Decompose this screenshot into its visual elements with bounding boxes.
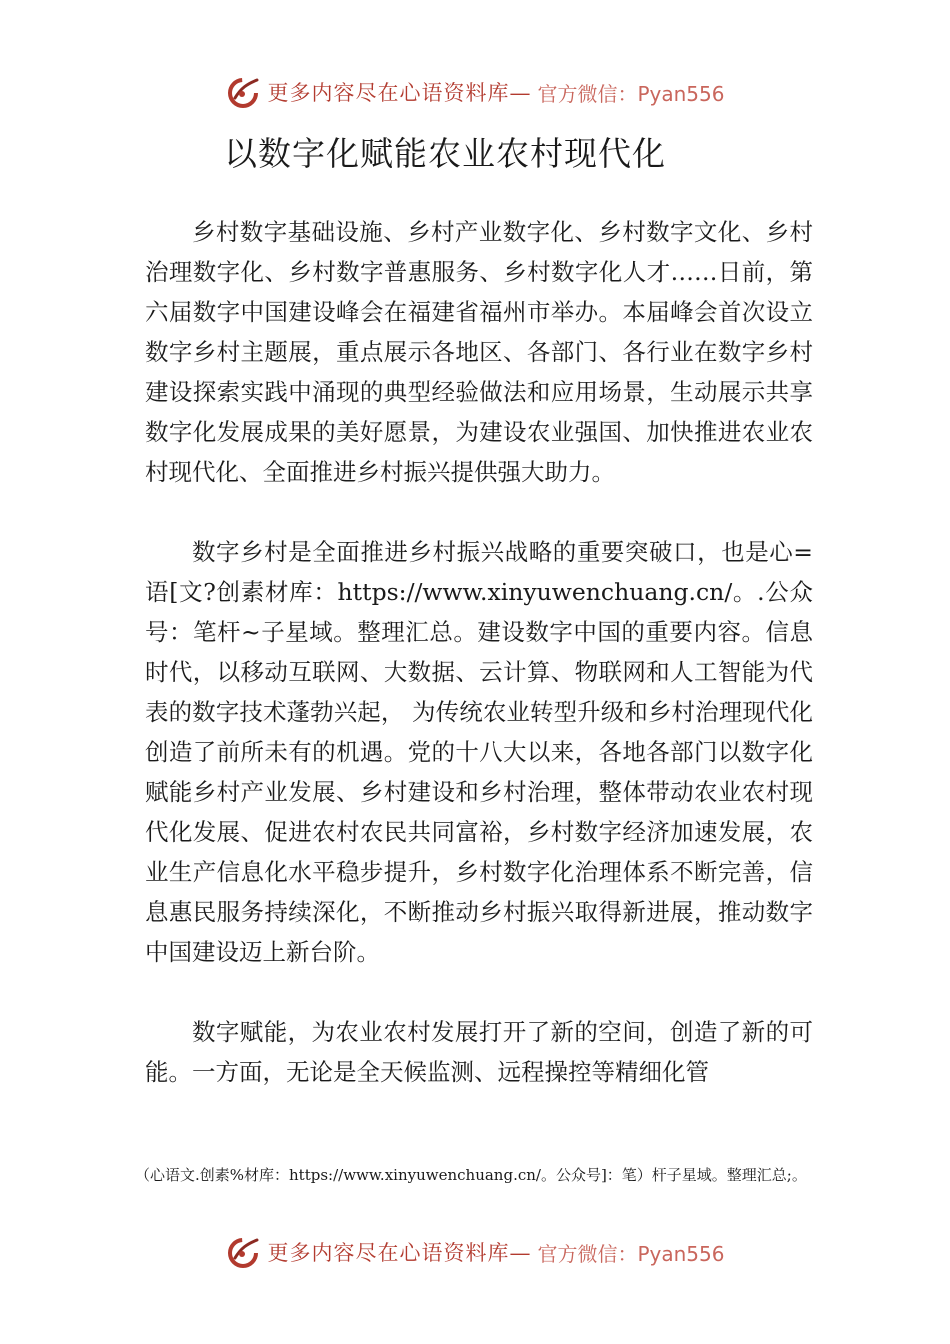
banner-text: 更多内容尽在心语资料库— bbox=[267, 81, 532, 105]
paragraph-1: 乡村数字基础设施、乡村产业数字化、乡村数字文化、乡村治理数字化、乡村数字普惠服务、乡村数字化人才……日前，第六届数字中国建设峰会在福建省福州市举办。本届峰会首次设立数字乡村主题展，重点展示各地区、各部门、各行业在数字乡村建设探索实践中涌现的典型经验做法和应用场景，生动展示共享数字化发展成果的美好愿景，为建设农业强国、加快推进农业农村现代化、全面推进乡村振兴提供强大助力。 bbox=[145, 218, 813, 486]
header-banner bbox=[0, 72, 950, 112]
paragraph-2: 数字乡村是全面推进乡村振兴战略的重要突破口，也是心=语[文?创素材库：https://www.xinyuwenchuang.cn/。.公众号：笔杆~子星域。整理汇总。建设数字中国的重要内容。信息时代，以移动互联网、大数据、云计算、物联网和人工智能为代表的数字技术蓬勃兴起， 为传统农业转型升级和乡村治理现代化创造了前所未有的机遇。党的十八大以来，各地各部门以数字化赋能乡村产业发展、乡村建设和乡村治理，整体带动农业农村现代化发展、促进农村农民共同富裕，乡村数字经济加速发展，农业生产信息化水平稳步提升，乡村数字化治理体系不断完善，信息惠民服务持续深化，不断推动乡村振兴取得新进展，推动数字中国建设迈上新台阶。 bbox=[145, 538, 813, 966]
paragraph-3: 数字赋能，为农业农村发展打开了新的空间，创造了新的可能。一方面，无论是全天候监测、远程操控等精细化管 bbox=[145, 1018, 813, 1086]
document-body bbox=[145, 212, 813, 1132]
banner-wechat: 官方微信：Pyan556 bbox=[537, 1241, 725, 1266]
banner-text: 更多内容尽在心语资料库— bbox=[267, 1241, 532, 1265]
banner-wechat: 官方微信：Pyan556 bbox=[537, 81, 725, 106]
footnote: （心语文.创素%材库：https://www.xinyuwenchuang.cn/。公众号]：笔）杆子星域。整理汇总;。 bbox=[135, 1166, 807, 1184]
brush-stroke-logo-icon bbox=[225, 74, 261, 110]
footer-banner bbox=[0, 1232, 950, 1272]
brush-stroke-logo-icon bbox=[225, 1234, 261, 1270]
document-title: 以数字化赋能农业农村现代化 bbox=[224, 134, 666, 173]
